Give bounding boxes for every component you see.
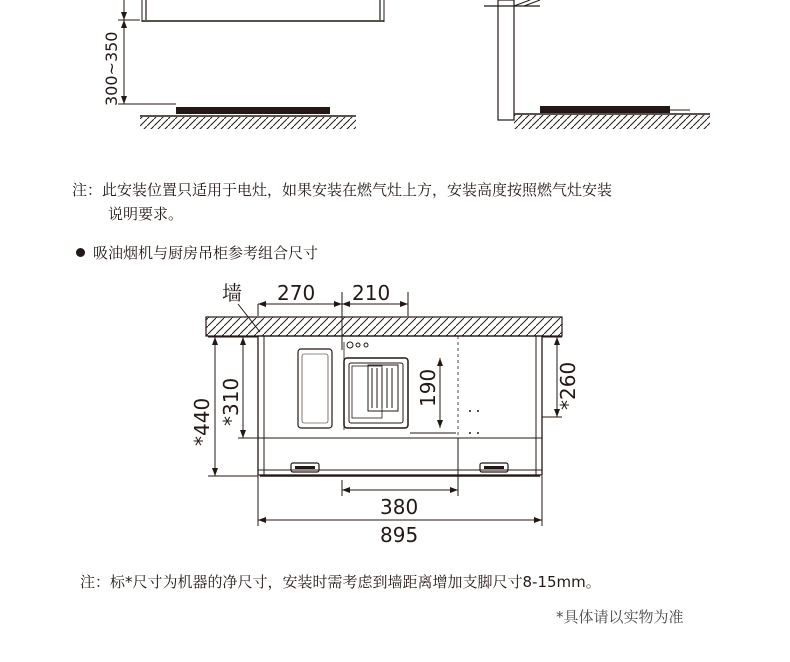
net-size-note: 注：标*尺寸为机器的净尺寸，安装时需考虑到墙距离增加支脚尺寸8-15mm。 — [80, 573, 601, 591]
dim-380-line — [342, 438, 458, 496]
cabinet-dimension-diagram — [0, 270, 790, 560]
installation-note-line2: 说明要求。 — [108, 205, 184, 223]
installation-note — [72, 178, 612, 226]
dim-270: 270 — [277, 281, 316, 305]
top-installation-figure — [0, 0, 790, 140]
cooktop-right — [540, 106, 670, 113]
dim-310: *310 — [219, 377, 243, 426]
installation-note-line1: 注：此安装位置只适用于电灶，如果安装在燃气灶上方，安装高度按照燃气灶安装 — [72, 181, 613, 199]
hood-side-view-left — [142, 0, 384, 22]
range-hood-body — [258, 336, 542, 476]
dim-440: *440 — [190, 397, 214, 446]
height-dimension — [118, 0, 176, 104]
dim-190: 190 — [416, 368, 440, 407]
wall-label: 墙 — [222, 281, 242, 305]
dim-260: *260 — [556, 361, 580, 410]
disclaimer: *具体请以实物为准 — [556, 608, 684, 626]
dim-895: 895 — [380, 523, 419, 547]
filter-panel — [298, 349, 332, 428]
hood-side-view-right — [484, 0, 540, 120]
cooktop-left — [176, 107, 330, 114]
section-title: 吸油烟机与厨房吊柜参考组合尺寸 — [93, 244, 319, 262]
mounting-dots — [469, 410, 479, 434]
dim-210: 210 — [352, 281, 391, 305]
dim-380: 380 — [380, 495, 419, 519]
bullet-icon — [76, 248, 85, 257]
height-label: 300~350 — [102, 31, 121, 106]
upper-cabinet-band — [206, 317, 562, 336]
